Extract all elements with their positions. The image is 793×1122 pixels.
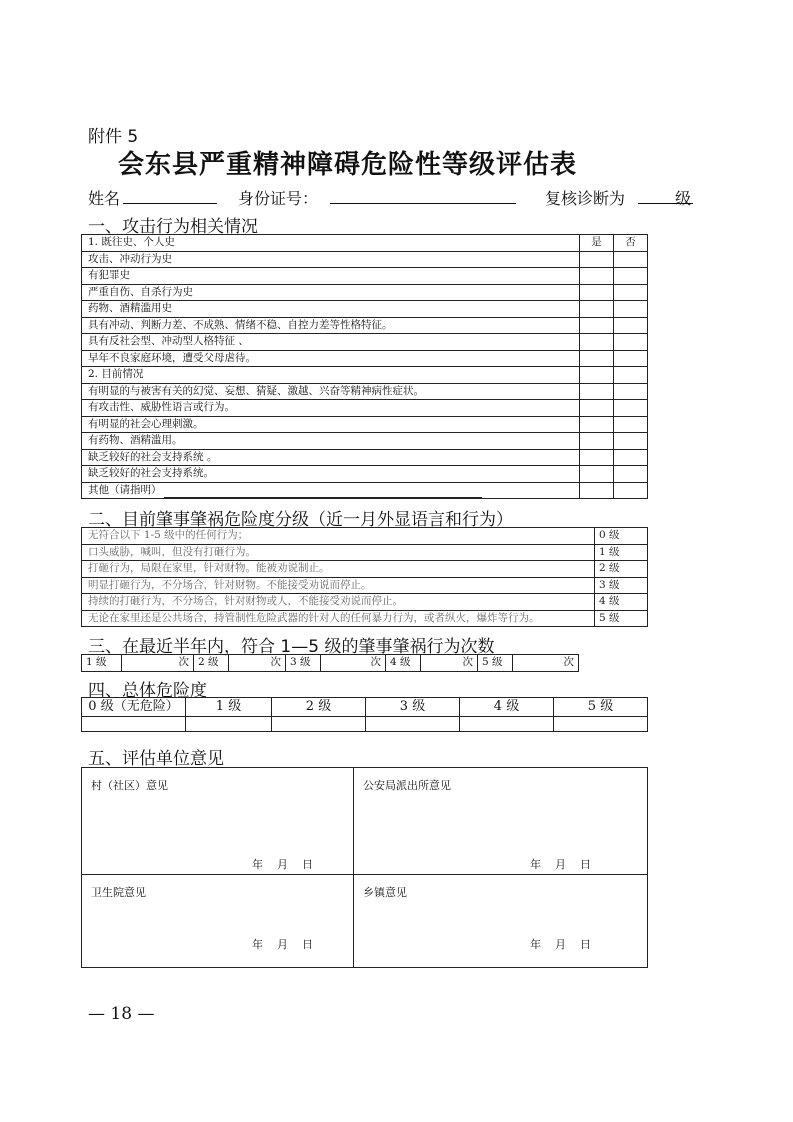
- table-row: [82, 235, 648, 252]
- item-label: 2. 目前情况: [82, 367, 580, 384]
- table-row: [82, 594, 648, 611]
- no-checkbox[interactable]: [614, 284, 648, 301]
- yes-checkbox[interactable]: [580, 251, 614, 268]
- table-row: [82, 610, 648, 627]
- table-row: [82, 367, 648, 384]
- no-checkbox[interactable]: [614, 268, 648, 285]
- section3-heading: 三、在最近半年内，符合 1—5 级的肇事肇祸行为次数: [88, 637, 495, 657]
- overall-level-header: 1 级: [186, 698, 272, 717]
- overall-level-header: 5 级: [554, 698, 648, 717]
- overall-level-checkbox[interactable]: [460, 717, 554, 732]
- table-row: [82, 301, 648, 318]
- risk-description: 明显打砸行为，不分场合，针对财物。不能接受劝说而停止。: [82, 577, 595, 594]
- overall-risk-table: [81, 697, 648, 732]
- count-field[interactable]: 次: [513, 655, 579, 672]
- police-opinion-label: 公安局派出所意见: [363, 779, 451, 792]
- yes-checkbox[interactable]: [580, 482, 614, 499]
- no-checkbox[interactable]: [614, 416, 648, 433]
- yes-checkbox[interactable]: [580, 466, 614, 483]
- attachment-label: 附件 5: [88, 127, 139, 147]
- table-row: [82, 416, 648, 433]
- item-label: 其他（请指明）: [82, 482, 580, 499]
- no-checkbox[interactable]: [614, 334, 648, 351]
- count-field[interactable]: 次: [122, 655, 194, 672]
- form-title: 会东县严重精神障碍危险性等级评估表: [118, 150, 578, 180]
- no-header: 否: [614, 235, 648, 252]
- attack-history-table: [81, 234, 648, 499]
- item-label: 有犯罪史: [82, 268, 580, 285]
- no-checkbox[interactable]: [614, 251, 648, 268]
- yes-checkbox[interactable]: [580, 416, 614, 433]
- name-label: 姓名: [88, 189, 121, 208]
- risk-level[interactable]: 3 级: [595, 577, 648, 594]
- item-label: 缺乏较好的社会支持系统 。: [82, 449, 580, 466]
- township-opinion-label: 乡镇意见: [363, 886, 407, 899]
- yes-checkbox[interactable]: [580, 268, 614, 285]
- no-checkbox[interactable]: [614, 466, 648, 483]
- section2-heading: 二、目前肇事肇祸危险度分级（近一月外显语言和行为）: [88, 510, 513, 530]
- item-label: 具有冲动、判断力差、不成熟、情绪不稳、自控力差等性格特征。: [82, 317, 580, 334]
- risk-level[interactable]: 1 级: [595, 544, 648, 561]
- no-checkbox[interactable]: [614, 317, 648, 334]
- diagnosis-suffix: 级: [675, 189, 692, 208]
- section4-heading: 四、总体危险度: [88, 681, 207, 701]
- id-label: 身份证号：: [238, 189, 319, 208]
- risk-description: 持续的打砸行为，不分场合，针对财物或人，不能接受劝说而停止。: [82, 594, 595, 611]
- yes-checkbox[interactable]: [580, 400, 614, 417]
- level-label: 2 级: [194, 655, 229, 672]
- level-label: 4 级: [386, 655, 421, 672]
- table-row: [82, 577, 648, 594]
- no-checkbox[interactable]: [614, 350, 648, 367]
- name-field[interactable]: [123, 203, 217, 204]
- risk-level[interactable]: 0 级: [595, 528, 648, 545]
- risk-level[interactable]: 5 级: [595, 610, 648, 627]
- no-checkbox[interactable]: [614, 433, 648, 450]
- table-row: [82, 251, 648, 268]
- yes-checkbox[interactable]: [580, 383, 614, 400]
- table-row: [82, 466, 648, 483]
- risk-description: 无论在家里还是公共场合，持管制性危险武器的针对人的任何暴力行为，或者纵火，爆炸等行为。: [82, 610, 595, 627]
- table-row: [82, 317, 648, 334]
- risk-description: 打砸行为，局限在家里，针对财物。能被劝说制止。: [82, 561, 595, 578]
- item-label: 早年不良家庭环境，遭受父母虐待。: [82, 350, 580, 367]
- table-row: [82, 400, 648, 417]
- count-field[interactable]: 次: [421, 655, 478, 672]
- yes-checkbox[interactable]: [580, 350, 614, 367]
- no-checkbox[interactable]: [614, 301, 648, 318]
- table-row: [82, 528, 648, 545]
- village-opinion-label: 村（社区）意见: [91, 779, 168, 792]
- table-row: [82, 284, 648, 301]
- yes-header: 是: [580, 235, 614, 252]
- level-label: 3 级: [286, 655, 321, 672]
- risk-level-table: [81, 527, 648, 627]
- id-field[interactable]: [330, 203, 516, 204]
- item-label: 有明显的与被害有关的幻觉、妄想、猜疑、激越、兴奋等精神病性症状。: [82, 383, 580, 400]
- table-row: [82, 544, 648, 561]
- yes-checkbox[interactable]: [580, 449, 614, 466]
- item-label: 攻击、冲动行为史: [82, 251, 580, 268]
- overall-level-checkbox[interactable]: [366, 717, 460, 732]
- table-row: [82, 350, 648, 367]
- section5-heading: 五、评估单位意见: [88, 749, 224, 769]
- item-label: 有明显的社会心理刺激。: [82, 416, 580, 433]
- section1-heading: 一、攻击行为相关情况: [88, 217, 258, 237]
- yes-checkbox[interactable]: [580, 317, 614, 334]
- page-number: — 18 —: [88, 1004, 155, 1024]
- count-field[interactable]: 次: [321, 655, 386, 672]
- date-township[interactable]: 年 月 日: [530, 938, 591, 951]
- table-row: [82, 268, 648, 285]
- diagnosis-label: 复核诊断为: [545, 189, 626, 208]
- yes-checkbox[interactable]: [580, 301, 614, 318]
- overall-level-checkbox[interactable]: [186, 717, 272, 732]
- count-field[interactable]: 次: [229, 655, 286, 672]
- overall-level-header: 0 级（无危险）: [82, 698, 186, 717]
- item-label: 有药物、酒精滥用。: [82, 433, 580, 450]
- item-label: 有攻击性、威胁性语言或行为。: [82, 400, 580, 417]
- overall-level-checkbox[interactable]: [272, 717, 366, 732]
- no-checkbox[interactable]: [614, 400, 648, 417]
- level-label: 1 级: [82, 655, 122, 672]
- date-police[interactable]: 年 月 日: [530, 858, 591, 871]
- risk-description: 无符合以下 1-5 级中的任何行为；: [82, 528, 595, 545]
- overall-level-header: 4 级: [460, 698, 554, 717]
- level-label: 5 级: [478, 655, 513, 672]
- yes-checkbox[interactable]: [580, 433, 614, 450]
- table-row: [82, 482, 648, 499]
- date-village[interactable]: 年 月 日: [252, 858, 313, 871]
- table-row: [82, 334, 648, 351]
- table-row: [82, 449, 648, 466]
- risk-description: 口头威胁，喊叫，但没有打砸行为。: [82, 544, 595, 561]
- item-label: 药物、酒精滥用史: [82, 301, 580, 318]
- table-row: [82, 433, 648, 450]
- opinion-box: [81, 767, 648, 968]
- table-row: [82, 561, 648, 578]
- no-checkbox[interactable]: [614, 449, 648, 466]
- overall-level-checkbox[interactable]: [82, 717, 186, 732]
- risk-level[interactable]: 2 级: [595, 561, 648, 578]
- risk-level[interactable]: 4 级: [595, 594, 648, 611]
- yes-checkbox[interactable]: [580, 334, 614, 351]
- no-checkbox[interactable]: [614, 383, 648, 400]
- yes-checkbox[interactable]: [580, 284, 614, 301]
- no-checkbox[interactable]: [614, 482, 648, 499]
- item-label: 缺乏较好的社会支持系统。: [82, 466, 580, 483]
- date-clinic[interactable]: 年 月 日: [252, 938, 313, 951]
- clinic-opinion-label: 卫生院意见: [91, 886, 146, 899]
- overall-level-header: 3 级: [366, 698, 460, 717]
- item-label: 具有反社会型、冲动型人格特征 、: [82, 334, 580, 351]
- overall-level-checkbox[interactable]: [554, 717, 648, 732]
- item-label: 严重自伤、自杀行为史: [82, 284, 580, 301]
- no-checkbox[interactable]: [614, 367, 648, 384]
- overall-level-header: 2 级: [272, 698, 366, 717]
- item-label: 1. 既往史、个人史: [82, 235, 580, 252]
- other-specify-field[interactable]: [164, 485, 482, 498]
- yes-checkbox[interactable]: [580, 367, 614, 384]
- table-row: [82, 383, 648, 400]
- incident-count-table: [81, 654, 579, 672]
